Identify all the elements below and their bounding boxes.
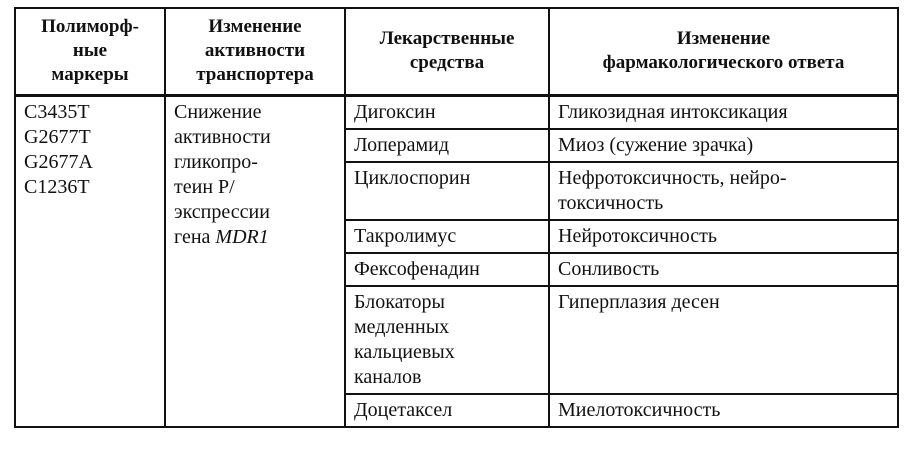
drug-cell: Блокаторы медленных кальциевых каналов	[345, 286, 549, 394]
drug-cell: Дигоксин	[345, 95, 549, 129]
table-header-row	[15, 8, 898, 95]
response-cell: Миоз (сужение зрачка)	[549, 129, 898, 162]
drug-cell: Циклоспорин	[345, 162, 549, 220]
drug-cell: Лоперамид	[345, 129, 549, 162]
drug-cell: Доцетаксел	[345, 394, 549, 427]
response-cell: Гиперплазия десен	[549, 286, 898, 394]
header-transporter-activity: Изменение активности транспортера	[165, 8, 345, 95]
header-pharmacological-response: Изменение фармакологического ответа	[549, 8, 898, 95]
activity-change-text: Снижение активности гликопро- теин P/ экспрессии гена	[174, 100, 271, 248]
response-cell: Гликозидная интоксикация	[549, 95, 898, 129]
drug-cell: Фексофенадин	[345, 253, 549, 286]
response-cell: Сонливость	[549, 253, 898, 286]
pharmacogenetics-table	[14, 7, 899, 428]
response-cell: Миелотоксичность	[549, 394, 898, 427]
activity-change-cell	[165, 95, 345, 427]
gene-name: MDR1	[215, 225, 269, 248]
header-drugs: Лекарственные средства	[345, 8, 549, 95]
markers-cell: C3435T G2677T G2677A C1236T	[15, 95, 165, 427]
drug-cell: Такролимус	[345, 220, 549, 253]
response-cell: Нефротоксичность, нейро- токсичность	[549, 162, 898, 220]
table-row	[15, 95, 898, 129]
header-polymorphic-markers: Полиморф- ные маркеры	[15, 8, 165, 95]
response-cell: Нейротоксичность	[549, 220, 898, 253]
